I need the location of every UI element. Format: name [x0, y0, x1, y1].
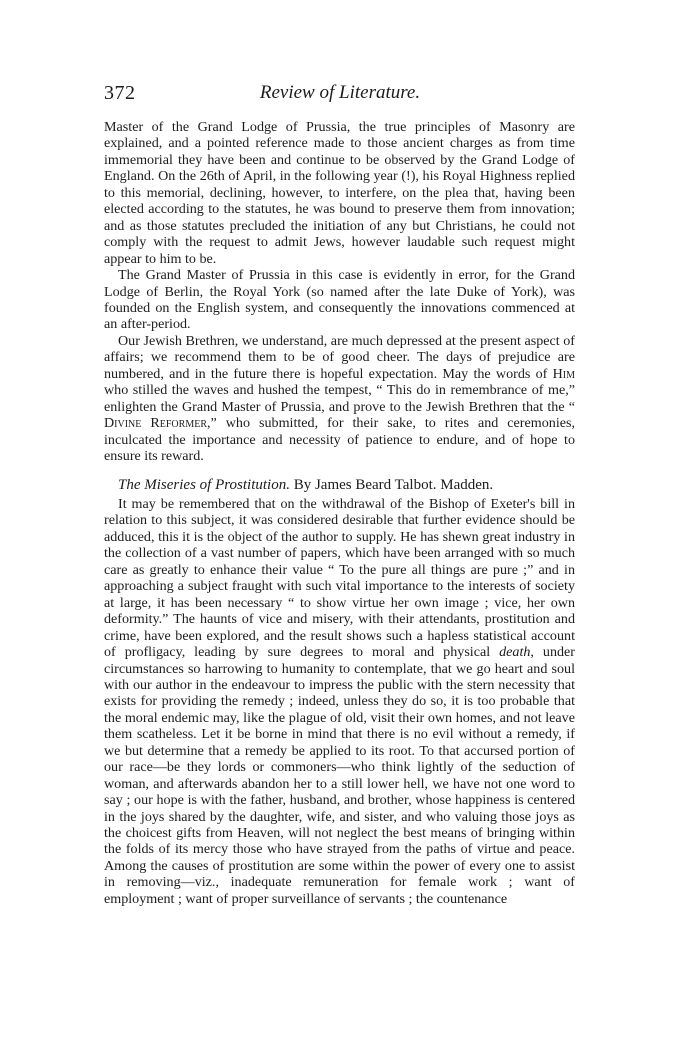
page-number: 372	[104, 82, 136, 104]
review-book-title: The Miseries of Prostitution.	[118, 476, 290, 493]
death-italic: death	[499, 644, 531, 661]
review-text-b: , under circumstances so harrowing to humanity to contemplate, that we go heart and soul with our author in the endeavour to impress the public with the stern necessity that exists for providing the remedy ; indeed, unless they do so, it is too probable that the moral endemic may, like the plague of old, visit their own homes, and not leave them scatheless. Let it be borne in mind that there is no evil without a remedy, if we but determine that a remedy be applied to its root. To that accursed portion of our race—be they lords or commoners—who think lightly of the seduction of woman, and afterwards abandon her to a still lower hell, we have not one word to say ; our hope is with the father, husband, and brother, whose happiness is centered in the joys shared by the daughter, wife, and sister, and who valuing those joys as the choicest gifts from Heaven, will not neglect the best means of bringing within the folds of its mercy those who have strayed from the paths of virtue and peace. Among the causes of prostitution are some within the power of every one to assist in removing—viz., inadequate remuneration for female work ; want of employment ; want of proper surveillance of servants ; the countenance	[104, 644, 575, 907]
divine-reformer-smallcaps: Divine Reformer	[104, 415, 207, 432]
paragraph-3-text-c: ,” who submitted, for their sake, to rites and ceremonies, inculcated the importance and necessity of patience to endure, and of hope to ensure its reward.	[104, 415, 575, 465]
review-author-publisher: By James Beard Talbot. Madden.	[289, 476, 494, 493]
review-heading	[104, 477, 575, 493]
paragraph-3-text-a: Our Jewish Brethren, we understand, are much depressed at the present aspect of affairs; we recommend them to be of good cheer. The days of prejudice are numbered, and in the future there is hopeful expectation. May the words of	[104, 332, 575, 382]
running-title: Review of Literature.	[259, 82, 421, 103]
him-smallcaps: Him	[552, 365, 575, 382]
review-text-a: It may be remembered that on the withdrawal of the Bishop of Exeter's bill in relation to this subject, it was considered desirable that further evidence should be adduced, this it is the object of the author to supply. He has shewn great industry in the collection of a vast number of papers, which have been arranged with so much care as greatly to enhance their value “ To the pure all things are pure ;” and in approaching a subject fraught with such vital importance to the interests of society at large, it has been necessary “ to show virtue her own image ; vice, her own deformity.” The haunts of vice and misery, with their attendants, prostitution and crime, have been explored, and the result shows such a hapless statistical account of profligacy, leading by sure degrees to moral and physical	[104, 495, 575, 661]
paragraph-3	[104, 333, 575, 465]
page-body	[104, 119, 575, 907]
review-paragraph-1	[104, 496, 575, 907]
paragraph-2: The Grand Master of Prussia in this case is evidently in error, for the Grand Lodge of Berlin, the Royal York (so named after the late Duke of York), was founded on the English system, and consequently the innovations commenced at an after-period.	[104, 267, 575, 333]
paragraph-1: Master of the Grand Lodge of Prussia, the true principles of Masonry are explained, and a pointed reference made to those ancient charges as from time immemorial they have been and continue to be observed by the Grand Lodge of England. On the 26th of April, in the following year (!), his Royal Highness replied to this memorial, declining, however, to interfere, on the plea that, having been elected according to the statutes, he was bound to preserve them from innovation; and as those statutes precluded the initiation of any but Christians, he could not comply with the request to admit Jews, however laudable such request might appear to him to be.	[104, 119, 575, 267]
paragraph-3-text-b: who stilled the waves and hushed the tempest, “ This do in remembrance of me,” enlighten the Grand Master of Prussia, and prove to the Jewish Brethren that the “	[104, 382, 575, 415]
page-header	[104, 82, 576, 112]
